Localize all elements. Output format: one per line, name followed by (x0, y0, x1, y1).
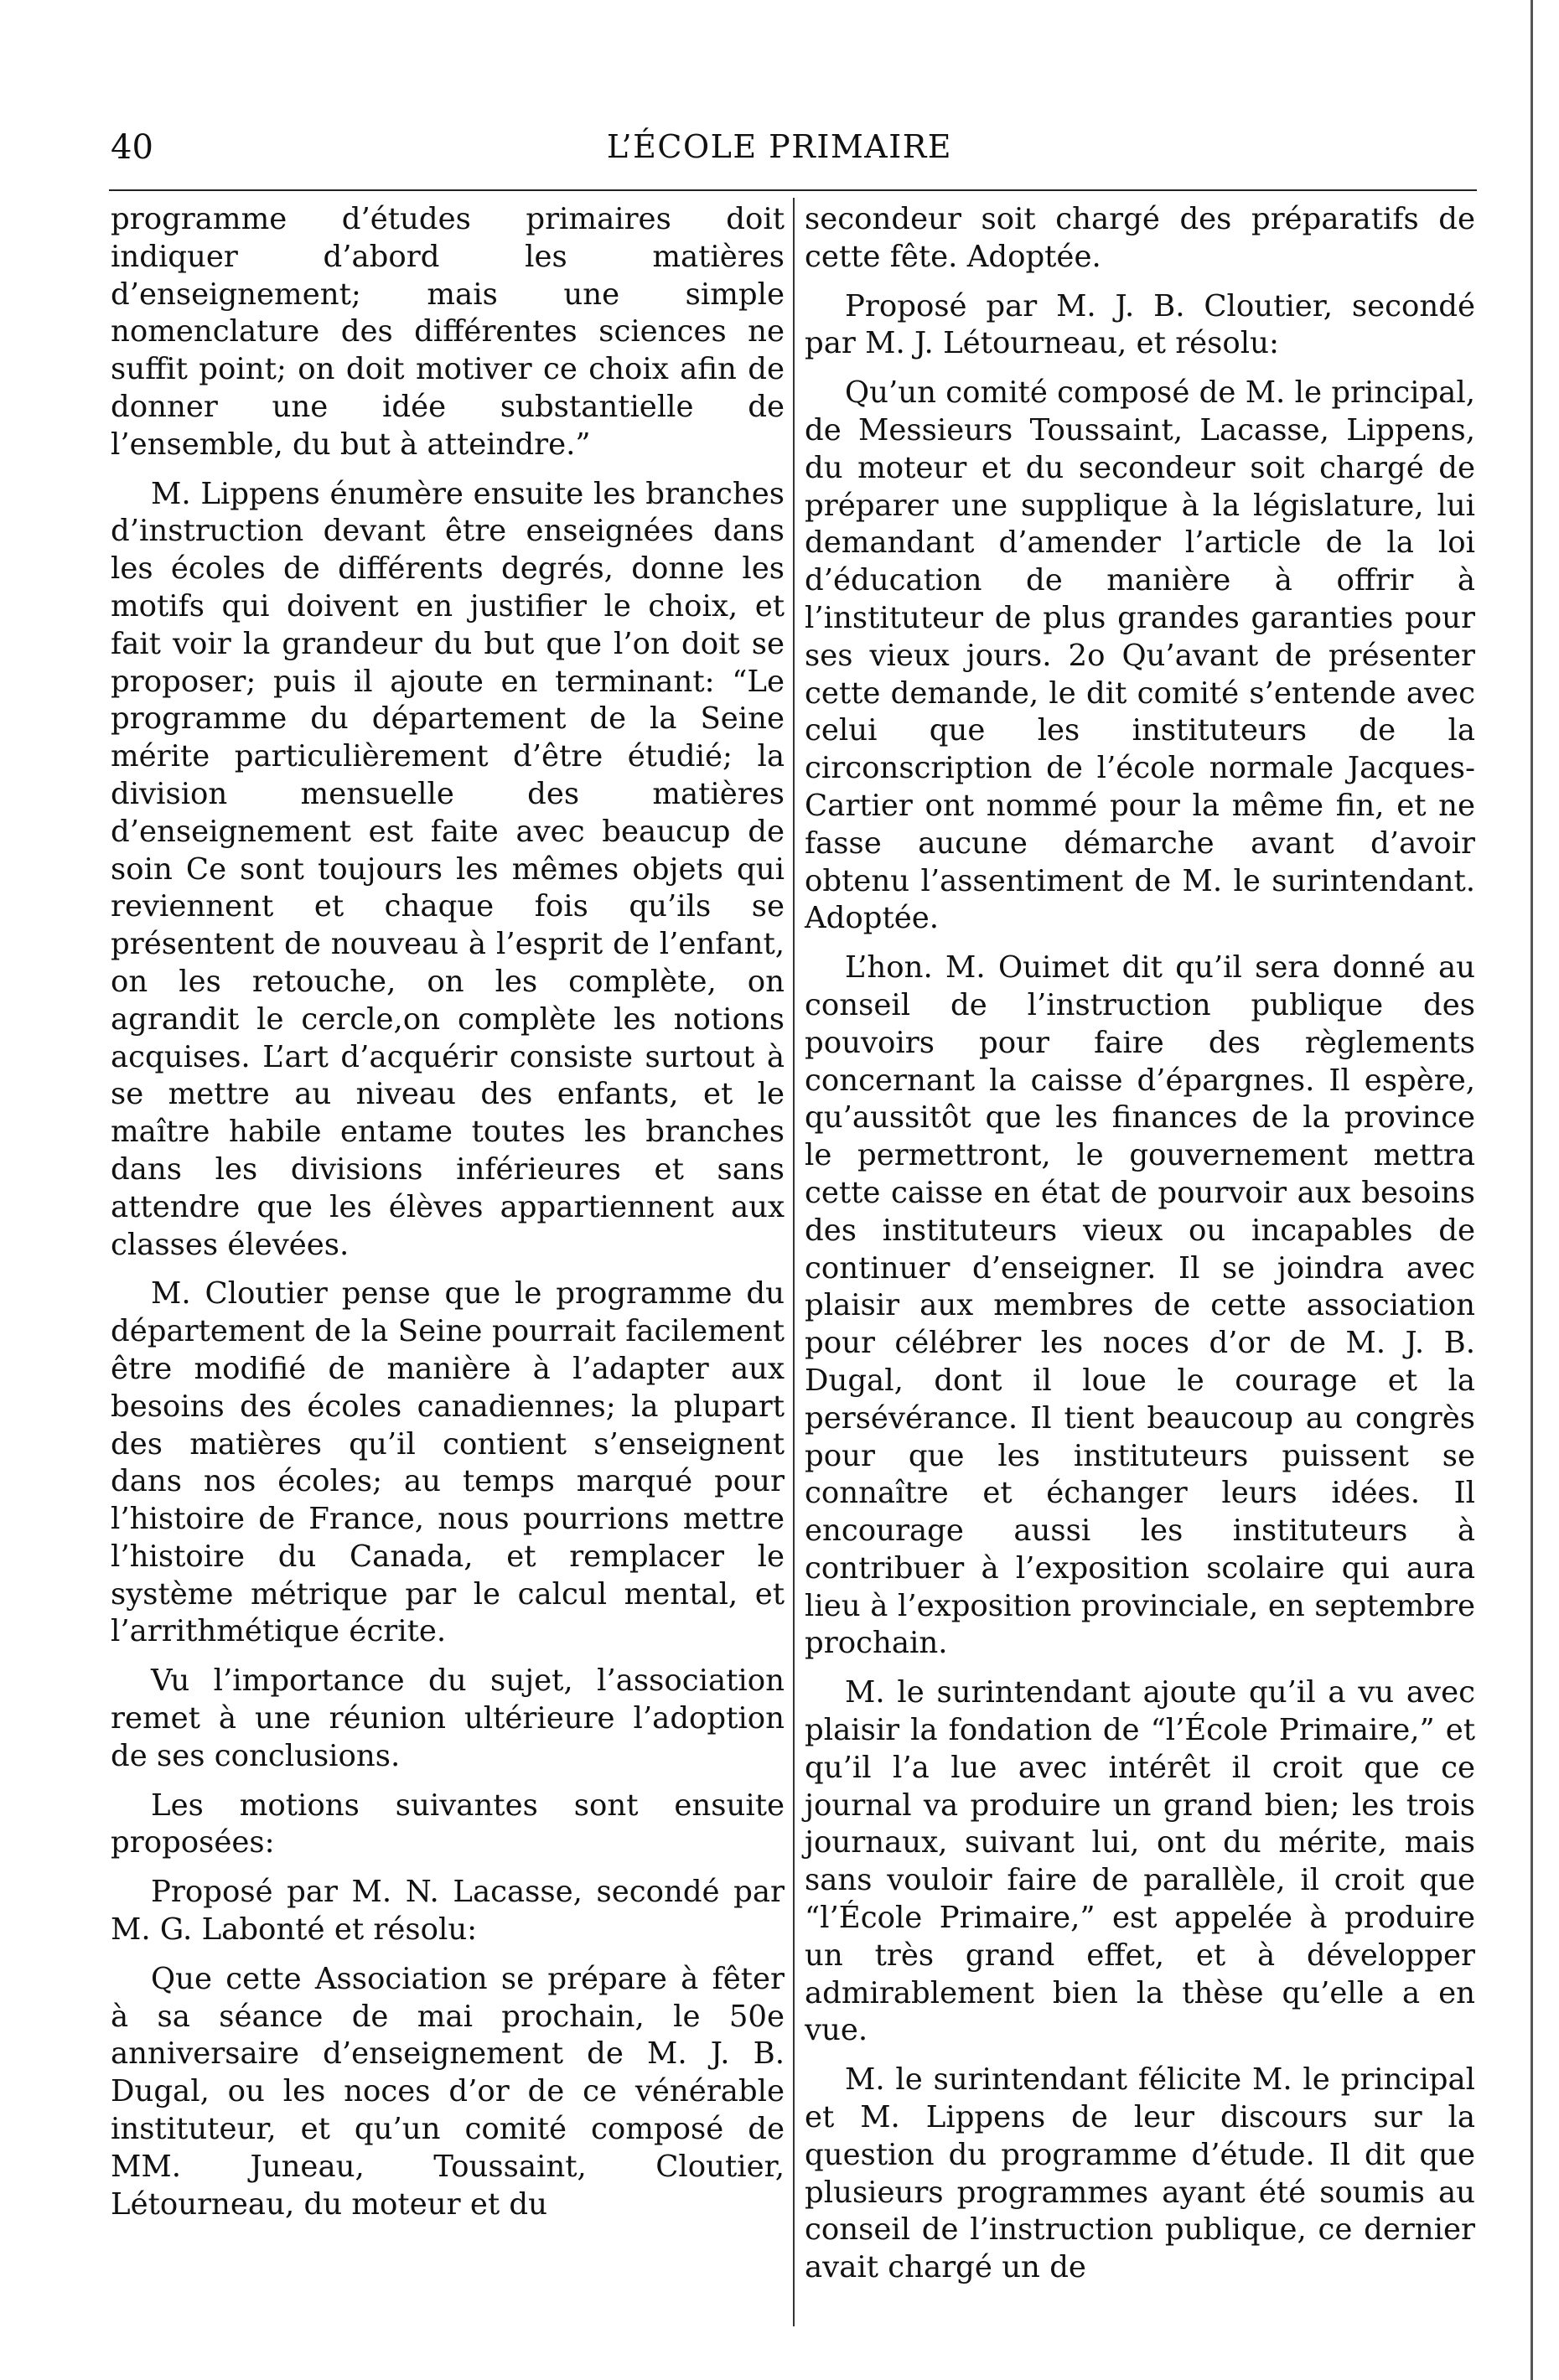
paragraph: M. Cloutier pense que le programme du département de la Seine pourrait facilement être modifié de manière à l’adapter aux besoins des écoles canadiennes; la plupart des matières qu’il contient s’enseignent dans nos écoles; au temps marqué pour l’histoire de France, nous pourrions mettre l’histoire du Canada, et remplacer le système métrique par le calcul mental, et l’arrithmétique écrite. (111, 1276, 785, 1649)
running-title: L’ÉCOLE PRIMAIRE (606, 128, 953, 165)
paragraph: Que cette Association se prépare à fêter à sa séance de mai prochain, le 50e anniversaire d’enseignement de M. J. B. Dugal, ou les noces d’or de ce vénérable instituteur, et qu’un comité composé de MM. Juneau, Toussaint, Cloutier, Létourneau, du moteur et du (111, 1961, 785, 2222)
right-column (805, 201, 1475, 2287)
paragraph: Proposé par M. N. Lacasse, secondé par M. G. Labonté et résolu: (111, 1875, 785, 1948)
paragraph: M. le surintendant ajoute qu’il a vu avec plaisir la fondation de “l’École Primaire,” et qu’il l’a lue avec intérêt il croit que ce journal va produire un grand bien; les trois journaux, suivant lui, ont du mérite, mais sans vouloir faire de parallèle, il croit que “l’École Primaire,” est appelée à produire un très grand effet, et à développer admirablement bien la thèse qu’elle a en vue. (805, 1675, 1475, 2048)
paragraph: Les motions suivantes sont ensuite proposées: (111, 1788, 785, 1860)
paragraph: M. Lippens énumère ensuite les branches d’instruction devant être enseignées dans les écoles de différents degrés, donne les motifs qui doivent en justifier le choix, et fait voir la grandeur du but que l’on doit se proposer; puis il ajoute en terminant: “Le programme du département de la Seine mérite particulièrement d’être étudié; la division mensuelle des matières d’enseignement est faite avec beaucup de soin Ce sont toujours les mêmes objets qui reviennent et chaque fois qu’ils se présentent de nouveau à l’esprit de l’enfant, on les retouche, on les complète, on agrandit le cercle,on complète les notions acquises. L’art d’acquérir consiste surtout à se mettre au niveau des enfants, et le maître habile entame toutes les branches dans les divisions inférieures et sans attendre que les élèves appartiennent aux classes élevées. (111, 476, 785, 1262)
page-edge-rule (1531, 0, 1533, 2380)
paragraph: programme d’études primaires doit indiquer d’abord les matières d’enseignement; mais une simple nomenclature des différentes sciences ne suffit point; on doit motiver ce choix afin de donner une idée substantielle de l’ensemble, du but à atteindre.” (111, 202, 785, 462)
header-rule (109, 189, 1477, 191)
left-column (111, 201, 785, 2223)
paragraph: Proposé par M. J. B. Cloutier, secondé par M. J. Létourneau, et résolu: (805, 288, 1475, 361)
column-divider (793, 198, 795, 2326)
paragraph: secondeur soit chargé des préparatifs de cette fête. Adoptée. (805, 202, 1475, 274)
paragraph: M. le surintendant félicite M. le principal et M. Lippens de leur discours sur la question du programme d’étude. Il dit que plusieurs programmes ayant été soumis au conseil de l’instruction publique, ce dernier avait chargé un de (805, 2062, 1475, 2285)
page-number: 40 (111, 128, 153, 167)
paragraph: Vu l’importance du sujet, l’association remet à une réunion ultérieure l’adoption de ses conclusions. (111, 1663, 785, 1773)
paragraph: L’hon. M. Ouimet dit qu’il sera donné au conseil de l’instruction publique des pouvoirs pour faire des règlements concernant la caisse d’épargnes. Il espère, qu’aussitôt que les finances de la province le permettront, le gouvernement mettra cette caisse en état de pourvoir aux besoins des instituteurs vieux ou incapables de continuer d’enseigner. Il se joindra avec plaisir aux membres de cette association pour célébrer les noces d’or de M. J. B. Dugal, dont il loue le courage et la persévérance. Il tient beaucoup au congrès pour que les instituteurs puissent se connaître et échanger leurs idées. Il encourage aussi les instituteurs à contribuer à l’exposition scolaire qui aura lieu à l’exposition provinciale, en septembre prochain. (805, 950, 1475, 1661)
paragraph: Qu’un comité composé de M. le principal, de Messieurs Toussaint, Lacasse, Lippens, du moteur et du secondeur soit chargé de préparer une supplique à la législature, lui demandant d’amender l’article de la loi d’éducation de manière à offrir à l’instituteur de plus grandes garanties pour ses vieux jours. 2o Qu’avant de présenter cette demande, le dit comité s’entende avec celui que les instituteurs de la circonscription de l’école normale Jacques-Cartier ont nommé pour la même fin, et ne fasse aucune démarche avant d’avoir obtenu l’assentiment de M. le surintendant. Adoptée. (805, 375, 1475, 936)
